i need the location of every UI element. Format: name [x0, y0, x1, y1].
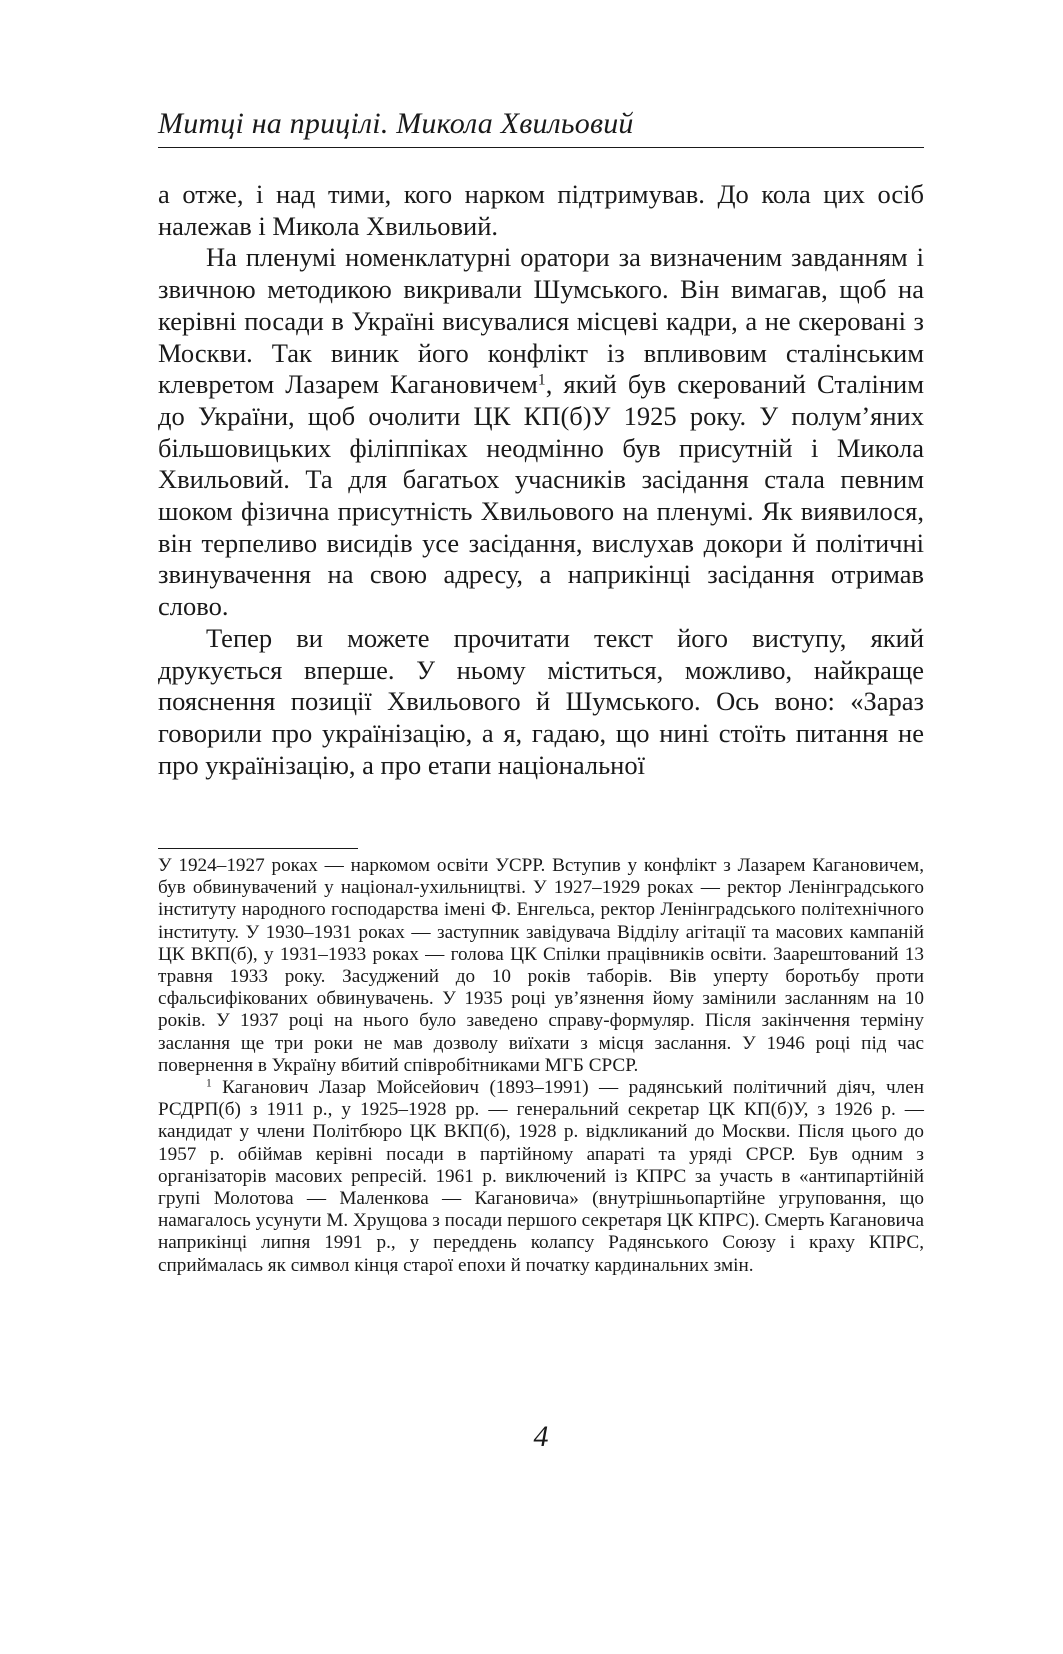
paragraph-2-text-b: , який був скерований Сталіним до України, щоб очолити ЦК КП(б)У 1925 року. У полум’яних більшовицьких філіппіках неодмінно був присутній і Микола Хвильовий. Та для багатьох учасників засідання стала певним шоком фізична присутність Хвильового на пленумі. Як виявилося, він терпеливо висидів усе засідання, вислухав докори й політичні звинувачення на свою адресу, а наприкінці засідання отримав слово. [158, 369, 924, 622]
book-page [158, 0, 924, 1654]
running-head: Митці на прицілі. Микола Хвильовий [158, 107, 634, 140]
footnotes [158, 855, 924, 1277]
footnote-continued: У 1924–1927 роках — наркомом освіти УСРР. Вступив у конфлікт з Лазарем Кагановичем, був обвинувачений у націонал-ухильництві. У 1927–1929 роках — ректор Ленінградського інституту народного господарства імені Ф. Енгельса, ректор Ленінградського політехнічного інституту. У 1930–1931 роках — заступник завідувача Відділу агітації та масових кампаній ЦК ВКП(б), у 1931–1933 роках — голова ЦК Спілки працівників освіти. Заарештований 13 травня 1933 року. Засуджений до 10 років таборів. Вів уперту боротьбу проти сфальсифікованих обвинувачень. У 1935 році ув’язнення йому замінили засланням на 10 років. У 1937 році на нього було заведено справу-формуляр. Після закінчення терміну заслання ще три роки не мав дозволу виїхати з місця заслання. У 1946 році під час повернення в Україну вбитий співробітниками МГБ СРСР. [158, 855, 924, 1076]
paragraph-1: а отже, і над тими, кого нарком підтримував. До кола цих осіб належав і Микола Хвильовий. [158, 179, 924, 241]
footnote-separator [158, 848, 358, 849]
paragraph-2-text-a: На пленумі номенклатурні оратори за визначеним завданням і звичною методикою викривали Шумського. Він вимагав, щоб на керівні посади в Україні висувалися місцеві кадри, а не скеровані з Москви. Так виник його конфлікт із впливовим сталінським клевретом Лазарем Кагановичем [158, 242, 924, 400]
paragraph-2 [158, 242, 924, 622]
footnote-1-marker: 1 [206, 1077, 212, 1090]
footnote-1 [158, 1077, 924, 1277]
footnote-marker-1: 1 [537, 371, 546, 389]
header-rule [158, 147, 924, 148]
footnote-1-text: Каганович Лазар Мойсейович (1893–1991) — радянський політичний діяч, член РСДРП(б) з 1911 р., у 1925–1928 рр. — генеральний секретар ЦК КП(б)У, з 1926 р. — кандидат у члени Політбюро ЦК ВКП(б), 1928 р. відкликаний до Москви. Після цього до 1957 р. обіймав керівні посади в партійному апараті та уряді СРСР. Був одним з організаторів масових репресій. 1961 р. виключений із КПРС за участь в «антипартійній групі Молотова — Маленкова — Кагановича» (внутрішньопартійне угруповання, що намагалось усунути М. Хрущова з посади першого секретаря ЦК КПРС). Смерть Кагановича наприкінці липня 1991 р., у переддень колапсу Радянського Союзу і краху КПРС, сприймалась як символ кінця старої епохи й початку кардинальних змін. [158, 1077, 924, 1276]
paragraph-3: Тепер ви можете прочитати текст його виступу, який друкується вперше. У ньому міститься, можливо, найкраще пояснення позиції Хвильового й Шумського. Ось воно: «Зараз говорили про українізацію, а я, гадаю, що нині стоїть питання не про українізацію, а про етапи національної [158, 622, 924, 780]
main-text [158, 179, 924, 781]
page-number: 4 [533, 1420, 549, 1453]
